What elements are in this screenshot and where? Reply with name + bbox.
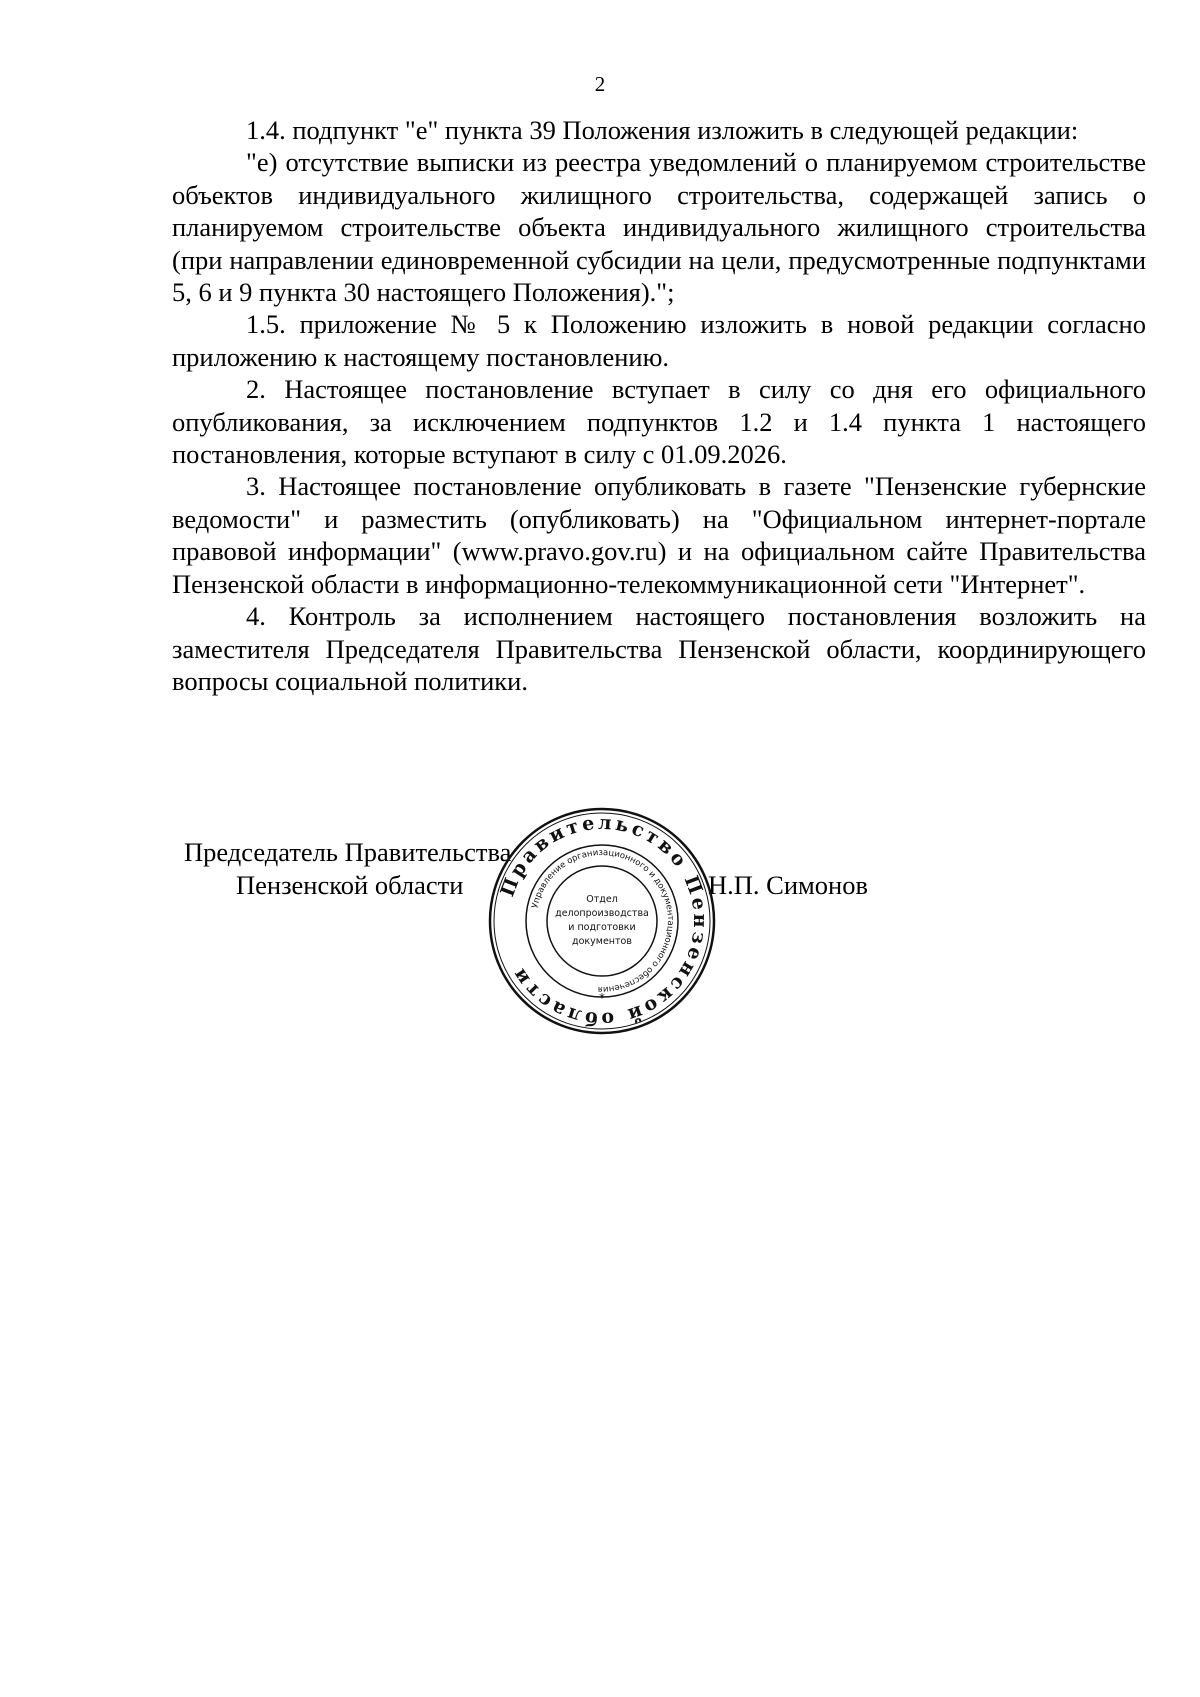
page-number: 2 xyxy=(594,72,606,96)
stamp-center-line2: делопроизводства xyxy=(555,908,649,919)
stamp-inner-circle xyxy=(547,866,657,976)
signatory-title-line2: Пензенской области xyxy=(236,870,464,900)
signatory-name: Н.П. Симонов xyxy=(708,870,868,900)
stamp-center-line1: Отдел xyxy=(586,894,618,905)
paragraph-4: 4. Контроль за исполнением настоящего постановления возложить на заместителя Председателя Правительства Пензенской области, координирующего вопросы социальной политики. xyxy=(172,601,1146,696)
stamp-outer-text: Правительство Пензенской области xyxy=(496,811,712,1031)
stamp-center-line3: и подготовки xyxy=(568,922,636,933)
stamp-middle-circle xyxy=(526,845,678,997)
document-body xyxy=(172,114,1146,697)
paragraph-2: 2. Настоящее постановление вступает в силу со дня его официального опубликования, за исключением подпунктов 1.2 и 1.4 пункта 1 настоящего постановления, которые вступают в силу с 01.09.2026. xyxy=(172,374,1146,470)
paragraph-1-4-e: "е) отсутствие выписки из реестра уведомлений о планируемом строительстве объектов индивидуального жилищного строительства, содержащей запись о планируемом строительстве объекта индивидуального жилищного строительства (при направлении единовременной субсидии на цели, предусмотренные подпунктами 5, 6 и 9 пункта 30 настоящего Положения)."; xyxy=(172,147,1146,308)
stamp-center-line4: документов xyxy=(572,936,632,947)
stamp-inner-ring-text: Управление организационного и документационного обеспечения xyxy=(530,847,676,995)
stamp-star-icon: * xyxy=(599,991,605,1005)
official-stamp-seal xyxy=(487,806,717,1036)
paragraph-3: 3. Настоящее постановление опубликовать в газете "Пензенские губернские ведомости" и разместить (опубликовать) на "Официальном интернет-портале правовой информации" (www.pravo.gov.ru) и на официальном сайте Правительства Пензенской области в информационно-телекоммуникационной сети "Интернет". xyxy=(172,471,1146,599)
paragraph-1-4: 1.4. подпункт "е" пункта 39 Положения изложить в следующей редакции: xyxy=(246,115,1079,145)
signatory-title-line1: Председатель Правительства xyxy=(184,837,512,867)
paragraph-1-5: 1.5. приложение № 5 к Положению изложить в новой редакции согласно приложению к настоящему постановлению. xyxy=(172,309,1146,372)
